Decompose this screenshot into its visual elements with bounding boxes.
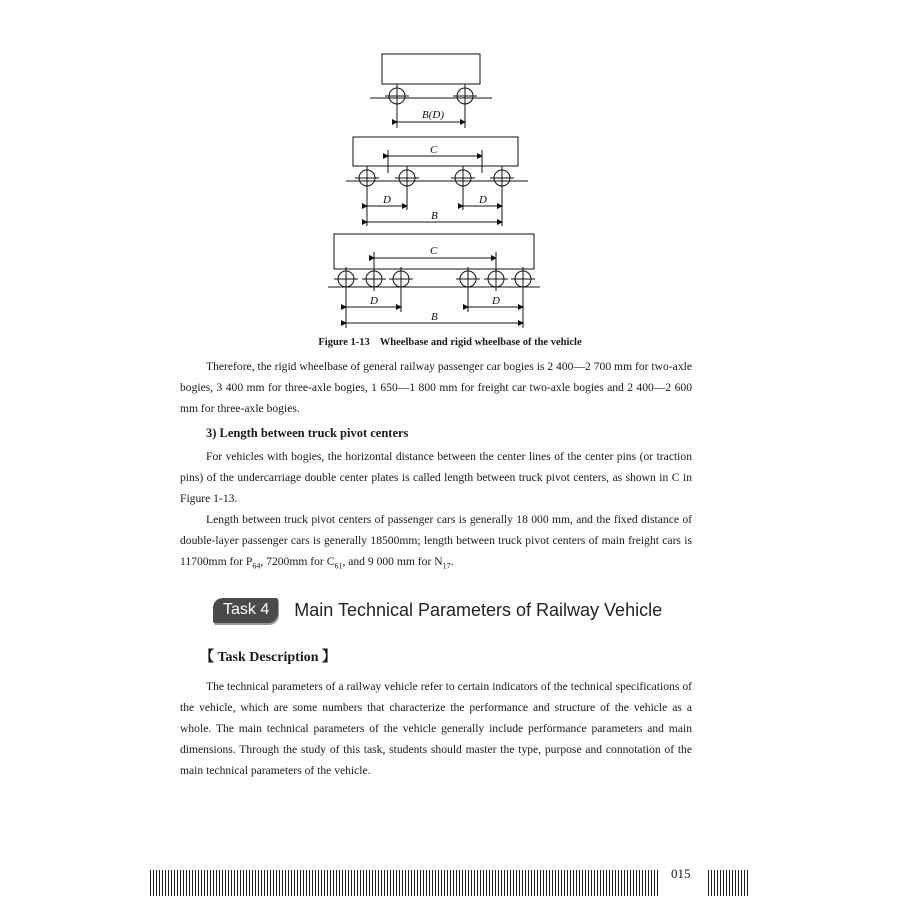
task-description-title: 【 Task Description 】 bbox=[200, 650, 337, 665]
two-axle-diagram bbox=[370, 54, 492, 128]
label-c-mid: C bbox=[430, 144, 438, 156]
subsection-heading: 3) Length between truck pivot centers bbox=[206, 426, 409, 440]
four-axle-diagram bbox=[346, 137, 528, 226]
label-b-mid: B bbox=[431, 210, 438, 222]
task-title: Main Technical Parameters of Railway Vehicle bbox=[294, 599, 663, 620]
pivot-values-text-d: . bbox=[450, 555, 454, 568]
figure-caption-text: Wheelbase and rigid wheelbase of the vehicle bbox=[379, 337, 582, 348]
pivot-values-sub-c: 61 bbox=[334, 561, 343, 571]
pivot-values-sub-n: 17 bbox=[442, 561, 451, 571]
footer-barcode-right bbox=[708, 870, 748, 896]
task-banner bbox=[213, 596, 662, 624]
label-d-mid-left: D bbox=[383, 194, 391, 206]
label-d-mid-right: D bbox=[479, 194, 487, 206]
page-number: 015 bbox=[671, 866, 691, 881]
pivot-values-sub-p: 64 bbox=[252, 561, 261, 571]
figure-caption-number: Figure 1-13 bbox=[318, 337, 370, 348]
label-b-bot: B bbox=[431, 311, 438, 323]
pivot-values-text-c: , and 9 000 mm for N bbox=[342, 555, 443, 568]
label-d-bot-left: D bbox=[370, 295, 378, 307]
paragraph-pivot-definition: For vehicles with bogies, the horizontal distance between the center lines of the center pins (or traction pins) of the undercarriage double center plates is called length between truck pivot centers, as shown in C in Figure 1-13. bbox=[180, 450, 692, 505]
paragraph-pivot-values bbox=[180, 509, 692, 576]
label-b-d: B(D) bbox=[422, 109, 444, 121]
pivot-values-text-a: Length between truck pivot centers of passenger cars is generally 18 000 mm, and the fixed distance of double-layer passenger cars is generally 18500mm; length between truck pivot centers of main freight cars is 11700mm for P bbox=[180, 513, 692, 568]
wheelbase-figure bbox=[320, 48, 560, 333]
six-axle-diagram bbox=[328, 234, 540, 328]
pivot-values-text-b: , 7200mm for C bbox=[260, 555, 335, 568]
task-badge: Task 4 bbox=[213, 598, 278, 623]
label-d-bot-right: D bbox=[492, 295, 500, 307]
figure-caption bbox=[0, 337, 900, 348]
task-description-text: The technical parameters of a railway vehicle refer to certain indicators of the technical specifications of the vehicle, which are some numbers that characterize the performance and structure of the vehicle as a whole. The main technical parameters of the vehicle generally include performance parameters and main dimensions. Through the study of this task, students should master the type, purpose and connotation of the main technical parameters of the vehicle. bbox=[180, 680, 692, 777]
paragraph-rigid-wheelbase: Therefore, the rigid wheelbase of general railway passenger car bogies is 2 400—2 700 mm for two-axle bogies, 3 400 mm for three-axle bogies, 1 650—1 800 mm for freight car two-axle bogies and 2 400—2 600 mm for three-axle bogies. bbox=[180, 360, 692, 415]
footer-barcode-left bbox=[150, 870, 658, 896]
wheelbase-diagram bbox=[320, 48, 560, 333]
label-c-bot: C bbox=[430, 245, 438, 257]
